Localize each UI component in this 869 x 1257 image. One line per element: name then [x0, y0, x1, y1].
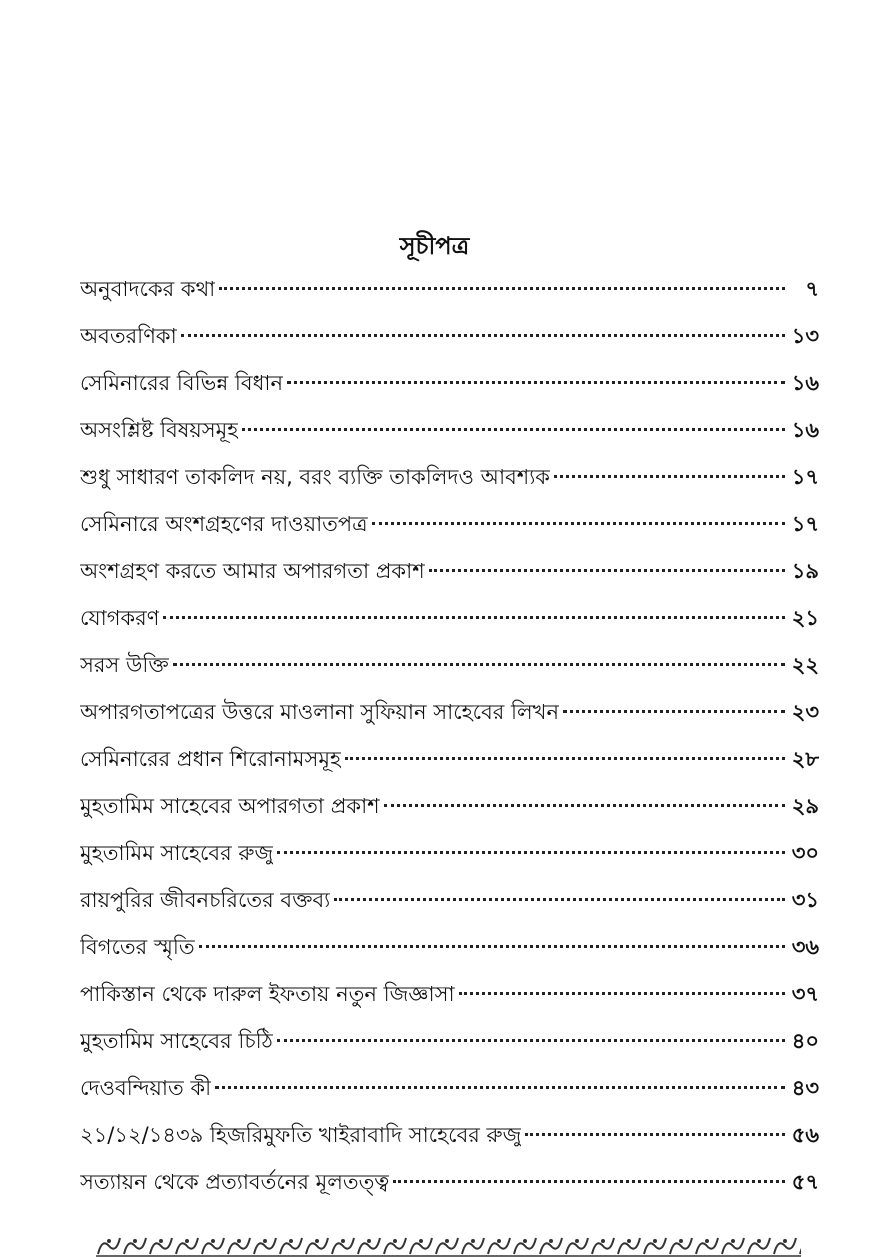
- dot-leader: [181, 334, 785, 337]
- toc-entry: [80, 830, 819, 877]
- dot-leader: [334, 898, 785, 901]
- toc-entry-title: শুধু সাধারণ তাকলিদ নয়, বরং ব্যক্তি তাকলিদও আবশ্যক: [80, 465, 550, 489]
- toc-page-number: ৪৩: [791, 1076, 819, 1100]
- dot-leader: [459, 992, 785, 995]
- dot-leader: [384, 804, 785, 807]
- toc-entry: [80, 924, 819, 971]
- dot-leader: [372, 522, 785, 525]
- toc-entry-title: সেমিনারে অংশগ্রহণের দাওয়াতপত্র: [80, 512, 368, 536]
- dot-leader: [345, 757, 785, 760]
- toc-entry-title: অসংশ্লিষ্ট বিষয়সমূহ: [80, 418, 239, 442]
- toc-page-number: ১৯: [791, 559, 819, 583]
- toc-page-number: ৫৬: [791, 1123, 819, 1147]
- toc-entry-title: ২১/১২/১৪৩৯ হিজরিমুফতি খাইরাবাদি সাহেবের রুজু: [80, 1123, 522, 1147]
- toc-entry-title: সরস উক্তি: [80, 653, 169, 677]
- dot-leader: [163, 616, 785, 619]
- toc-page-number: ৩৭: [791, 982, 819, 1006]
- dot-leader: [277, 851, 785, 854]
- toc-entry: [80, 313, 819, 360]
- toc-entry-title: যোগকরণ: [80, 606, 160, 630]
- toc-page-number: ৪০: [791, 1029, 819, 1053]
- toc-page-number: ৩১: [791, 888, 819, 912]
- toc-entry: [80, 971, 819, 1018]
- dot-leader: [393, 1180, 785, 1183]
- toc-entry: [80, 595, 819, 642]
- dot-leader: [199, 945, 785, 948]
- toc-entry-title: মুহতামিম সাহেবের রুজু: [80, 841, 274, 865]
- toc-page-number: ৭: [805, 277, 819, 301]
- dot-leader: [173, 663, 785, 666]
- toc-entry: [80, 266, 819, 313]
- toc-page-number: ৩০: [791, 841, 819, 865]
- toc-page-number: ১৭: [791, 465, 819, 489]
- toc-entry-title: অনুবাদকের কথা: [80, 277, 216, 301]
- dot-leader: [287, 381, 785, 384]
- toc-entry: [80, 454, 819, 501]
- toc-page-number: ১৬: [791, 371, 819, 395]
- dot-leader: [429, 569, 785, 572]
- toc-entry-title: অবতরণিকা: [80, 324, 177, 348]
- toc-page-number: ২৩: [791, 700, 819, 724]
- dot-leader: [277, 1039, 785, 1042]
- toc-entry-title: মুহতামিম সাহেবের অপারগতা প্রকাশ: [80, 794, 380, 818]
- toc-entry-title: সত্যায়ন থেকে প্রত্যাবর্তনের মূলতত্ত্ব: [80, 1170, 390, 1194]
- toc-page-number: ৫৭: [791, 1170, 819, 1194]
- toc-entry: [80, 360, 819, 407]
- toc-entry-title: সেমিনারের প্রধান শিরোনামসমূহ: [80, 747, 342, 771]
- toc-entry: [80, 501, 819, 548]
- dot-leader: [525, 1133, 785, 1136]
- toc-page-number: ২২: [791, 653, 819, 677]
- toc-entry: [80, 407, 819, 454]
- toc-entry: [80, 877, 819, 924]
- toc-entry: [80, 736, 819, 783]
- dot-leader: [242, 428, 785, 431]
- toc-entry-title: পাকিস্তান থেকে দারুল ইফতায় নতুন জিজ্ঞাসা: [80, 982, 455, 1006]
- toc-entry-title: অংশগ্রহণ করতে আমার অপারগতা প্রকাশ: [80, 559, 425, 583]
- toc-page-number: ১৬: [791, 418, 819, 442]
- toc-page-number: ২৮: [791, 747, 819, 771]
- toc-entry-title: সেমিনারের বিভিন্ন বিধান: [80, 371, 284, 395]
- toc-entry: [80, 1065, 819, 1112]
- dot-leader: [563, 710, 785, 713]
- toc-page-number: ২১: [791, 606, 819, 630]
- toc-entry-title: রায়পুরির জীবনচরিতের বক্তব্য: [80, 888, 331, 912]
- toc-entry: [80, 689, 819, 736]
- toc-entry: [80, 1018, 819, 1065]
- toc-entry: [80, 642, 819, 689]
- toc-entry: [80, 783, 819, 830]
- toc-entry: [80, 1112, 819, 1159]
- toc-entry: [80, 1159, 819, 1206]
- dot-leader: [554, 475, 785, 478]
- toc-page-number: ১৩: [791, 324, 819, 348]
- dot-leader: [215, 1086, 785, 1089]
- toc-entry-title: দেওবন্দিয়াত কী: [80, 1076, 212, 1100]
- toc-page-number: ১৭: [791, 512, 819, 536]
- toc-page-number: ২৯: [791, 794, 819, 818]
- toc-list: [80, 266, 819, 1206]
- page-title: সূচীপত্র: [399, 231, 470, 260]
- toc-entry-title: মুহতামিম সাহেবের চিঠি: [80, 1029, 273, 1053]
- toc-entry: [80, 548, 819, 595]
- toc-page-number: ৩৬: [791, 935, 819, 959]
- toc-entry-title: বিগতের স্মৃতি: [80, 935, 195, 959]
- toc-entry-title: অপারগতাপত্রের উত্তরে মাওলানা সুফিয়ান সাহেবের লিখন: [80, 700, 559, 724]
- decorative-border-icon: [96, 1234, 801, 1257]
- dot-leader: [219, 287, 785, 290]
